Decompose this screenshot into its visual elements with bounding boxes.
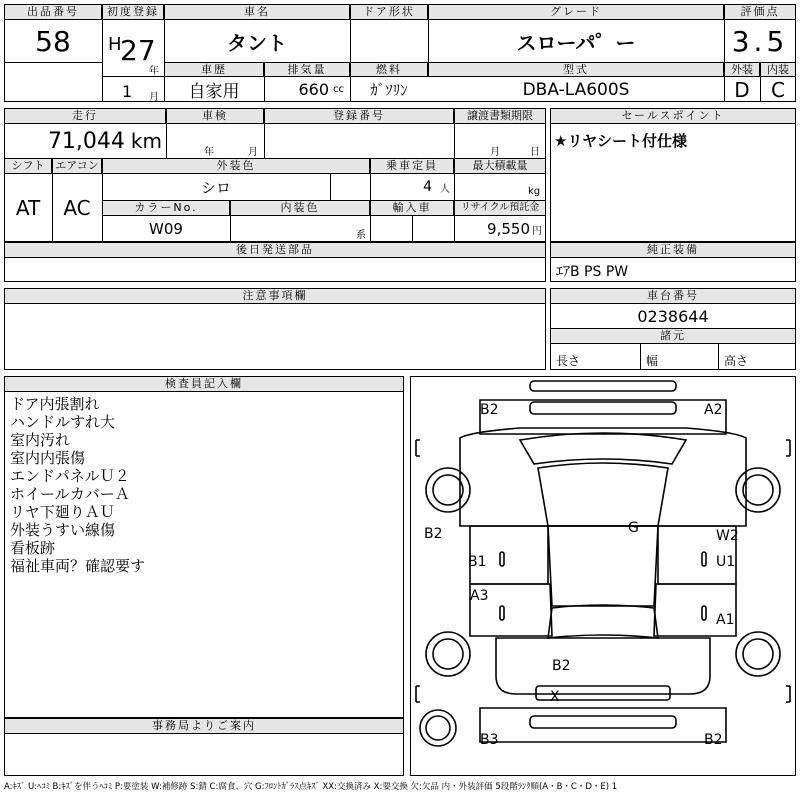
transfer-month-unit: 月 <box>490 147 500 158</box>
shift: AT <box>15 196 41 220</box>
inspector-line: ハンドルすれ大 <box>10 413 116 431</box>
grade: スローパ゜ー <box>516 30 636 55</box>
lot-label: 出品番号 <box>4 4 102 20</box>
transfer-day-unit: 日 <box>530 147 540 158</box>
seats-unit: 人 <box>440 183 450 195</box>
recycle-label: リサイクル預託金 <box>454 200 546 216</box>
reg-no <box>264 124 454 158</box>
inspector-line: ドア内張割れ <box>10 395 100 413</box>
inspection-month-unit: 月 <box>248 147 258 158</box>
mark-a3: A3 <box>470 588 489 604</box>
load-unit: kg <box>528 186 541 197</box>
displacement <box>264 77 344 102</box>
recycle <box>454 216 542 242</box>
recycle-unit: 円 <box>532 225 542 237</box>
car-damage-diagram <box>410 376 796 776</box>
car-name: タント <box>227 30 287 55</box>
model: DBA-LA600S <box>522 79 630 100</box>
inspector-line: ホイールカバーＡ <box>10 485 130 503</box>
door-value <box>350 20 428 62</box>
car-name-label: 車名 <box>164 4 350 20</box>
year-unit: 年 <box>149 66 159 77</box>
import-label: 輸入車 <box>370 200 454 216</box>
chassis-number: 0238644 <box>637 306 709 326</box>
inspector-line: 外装うすい線傷 <box>10 521 116 539</box>
sales-point-text: ★リヤシート付仕様 <box>554 132 687 150</box>
seats-label: 乗車定員 <box>370 158 454 174</box>
mileage-value: 71,044 <box>47 128 125 154</box>
divider <box>4 62 102 63</box>
exterior-label: 外装 <box>724 62 760 77</box>
mark-b2-top-left: B2 <box>480 402 499 418</box>
displacement-value: 660 <box>298 80 329 99</box>
sales-point-block <box>550 108 796 242</box>
int-color-unit: 系 <box>356 230 366 241</box>
int-color-label: 内装色 <box>230 200 370 216</box>
mark-a1: A1 <box>716 612 735 628</box>
lot-number: 58 <box>35 24 71 58</box>
model-label: 型式 <box>428 62 724 77</box>
divider <box>102 76 164 77</box>
mark-w2: W2 <box>716 528 739 544</box>
load-label: 最大積載量 <box>454 158 546 174</box>
width-label: 幅 <box>646 354 659 368</box>
divider <box>718 344 719 370</box>
transfer-label: 譲渡書類期限 <box>454 108 546 124</box>
door-label: ドア形状 <box>350 4 428 20</box>
legend: A:ｷｽﾞ U:ﾍｺﾐ B:ｷｽﾞを伴うﾍｺﾐ P:要塗装 W:補修跡 S:錆 C:腐食、穴 G:ﾌﾛﾝﾄｶﾞﾗｽ点ｷｽﾞ XX:交換済み X:要交換 欠:欠品 内・外装評価 5段階ﾗﾝｸ順(A・B・C・D・E) 1 <box>4 782 618 792</box>
divider <box>330 174 331 200</box>
fuel-label: 燃料 <box>350 62 428 77</box>
sales-point-label: セールスポイント <box>550 108 796 124</box>
mark-b2-left: B2 <box>424 526 443 542</box>
mark-u1: U1 <box>716 554 736 570</box>
month-unit: 月 <box>149 92 159 103</box>
ext-color-label: 外装色 <box>102 158 370 174</box>
inspector-line: 看板跡 <box>10 539 56 557</box>
mark-b1: B1 <box>468 554 487 570</box>
inspector-lines <box>10 395 145 575</box>
mark-b2-rear: B2 <box>552 658 571 674</box>
color-no-label: カラーNo. <box>102 200 230 216</box>
first-reg-label: 初度登録 <box>102 4 164 20</box>
inspection-label: 車検 <box>166 108 264 124</box>
interior-label: 内装 <box>760 62 796 77</box>
ac-label: エアコン <box>52 158 102 174</box>
inspector-line: 福祉車両？確認要す <box>10 557 146 575</box>
inspector-label: 検査員記入欄 <box>4 376 404 392</box>
inspection-year-unit: 年 <box>204 147 214 158</box>
dims-label: 諸元 <box>550 328 796 344</box>
mark-a2-top-right: A2 <box>704 402 723 418</box>
chassis-label: 車台番号 <box>550 288 796 304</box>
ext-color: シロ <box>200 178 231 197</box>
score: 3.5 <box>731 24 789 58</box>
recycle-value: 9,550 <box>487 220 530 238</box>
inspector-line: エンドパネルＵ２ <box>10 467 130 485</box>
seats <box>370 174 450 200</box>
seats-value: 4 <box>423 179 432 195</box>
displacement-unit: cc <box>333 84 344 95</box>
later-parts-label: 後日発送部品 <box>4 242 546 258</box>
height-label: 高さ <box>724 354 749 368</box>
divider <box>412 216 413 242</box>
exterior-grade: D <box>734 77 750 102</box>
history: 自家用 <box>188 82 240 102</box>
score-label: 評価点 <box>724 4 796 20</box>
mileage-unit: km <box>130 129 162 153</box>
office-label: 事務局よりご案内 <box>4 718 404 734</box>
reg-month: 1 <box>122 82 133 101</box>
displacement-label: 排気量 <box>264 62 350 77</box>
inspector-line: 室内汚れ <box>10 431 71 449</box>
mileage-label: 走行 <box>4 108 166 124</box>
mark-b3: B3 <box>480 732 499 748</box>
mark-b2-bottom-right: B2 <box>704 732 723 748</box>
interior-grade: C <box>771 77 785 102</box>
ac: AC <box>63 196 91 220</box>
length-label: 長さ <box>556 354 581 368</box>
mark-g: G <box>628 520 639 536</box>
history-label: 車歴 <box>164 62 264 77</box>
reg-year: 27 <box>120 34 156 67</box>
genuine-text: ｴｱB PS PW <box>556 264 629 280</box>
era: H <box>108 34 122 55</box>
fuel: ｶﾞｿﾘﾝ <box>370 81 408 99</box>
color-no: W09 <box>149 220 183 238</box>
inspector-line: リヤ下廻りＡＵ <box>10 503 115 521</box>
reg-no-label: 登録番号 <box>264 108 454 124</box>
genuine-label: 純正装備 <box>550 242 796 258</box>
grade-label: グレード <box>428 4 724 20</box>
mark-x-rear: X <box>550 689 560 705</box>
mileage <box>4 124 162 158</box>
shift-label: シフト <box>4 158 52 174</box>
notes-label: 注意事項欄 <box>4 288 546 304</box>
divider <box>640 344 641 370</box>
inspector-line: 室内内張傷 <box>10 449 86 467</box>
